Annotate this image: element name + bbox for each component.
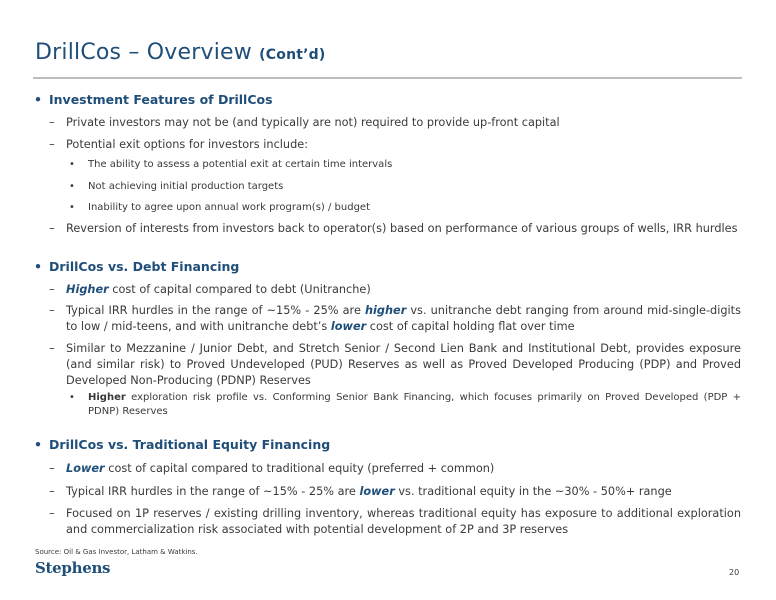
emphasis-text: lower <box>330 320 367 333</box>
emphasis-text: higher <box>365 304 407 317</box>
section-heading-equity-financing <box>34 437 330 452</box>
list-item <box>49 137 741 153</box>
dash-icon: – <box>49 342 55 355</box>
section-heading-debt-financing <box>34 259 239 274</box>
dash-icon: – <box>49 462 55 475</box>
bullet-dot-icon: • <box>69 181 75 192</box>
list-item-text: Reversion of interests from investors back to operator(s) based on performance of various groups of wells, IRR hurdles <box>66 222 738 235</box>
dash-icon: – <box>49 138 55 151</box>
slide-title-text: DrillCos – Overview <box>35 40 252 65</box>
bullet-dot-icon: • <box>69 392 75 403</box>
sub-list-item <box>69 180 741 194</box>
emphasis-text: Lower <box>66 462 105 475</box>
sub-list-item <box>69 391 741 419</box>
list-item <box>49 461 741 477</box>
list-item <box>49 303 741 335</box>
list-item-text <box>66 282 741 298</box>
bullet-dot-icon: • <box>69 202 75 213</box>
page-number: 20 <box>729 568 740 577</box>
list-item-text-part: Typical IRR hurdles in the range of ~15% - 25% are <box>66 304 365 317</box>
sub-list-item-text-rest: exploration risk profile vs. Conforming Senior Bank Financing, which focuses primarily on Proved Developed (PDP + PDNP) Reserves <box>88 392 741 417</box>
list-item <box>49 484 741 500</box>
bullet-dot-icon: • <box>34 437 42 452</box>
list-item-text-rest: cost of capital compared to debt (Unitranche) <box>108 283 371 296</box>
sub-list-item <box>69 158 741 172</box>
section-heading-text: DrillCos vs. Traditional Equity Financing <box>49 437 331 452</box>
list-item-text: Potential exit options for investors include: <box>66 138 309 151</box>
slide-title-suffix: (Cont’d) <box>259 47 326 63</box>
list-item-text: Private investors may not be (and typically are not) required to provide up-front capital <box>66 116 560 129</box>
sub-list-item <box>69 201 741 215</box>
list-item-text <box>66 484 741 500</box>
sub-list-item-text: Inability to agree upon annual work program(s) / budget <box>88 202 370 213</box>
dash-icon: – <box>49 283 55 296</box>
sub-list-item-text: Not achieving initial production targets <box>88 181 284 192</box>
list-item-text <box>66 303 741 335</box>
bullet-dot-icon: • <box>34 92 42 107</box>
emphasis-text: Higher <box>66 283 109 296</box>
bullet-dot-icon: • <box>69 159 75 170</box>
list-item <box>49 282 741 298</box>
sub-list-item-text: The ability to assess a potential exit at certain time intervals <box>88 159 393 170</box>
company-logo: Stephens <box>35 559 111 577</box>
list-item-text-rest: cost of capital compared to traditional equity (preferred + common) <box>104 462 495 475</box>
source-note: Source: Oil & Gas Investor, Latham & Watkins. <box>35 548 198 556</box>
list-item-text-part: cost of capital holding flat over time <box>366 320 575 333</box>
bullet-dot-icon: • <box>34 259 42 274</box>
list-item <box>49 221 741 237</box>
section-heading-investment-features <box>34 92 273 107</box>
list-item <box>49 341 741 389</box>
list-item-text: Similar to Mezzanine / Junior Debt, and Stretch Senior / Second Lien Bank and Institutional Debt, provides exposure (and similar risk) to Proved Undeveloped (PUD) Reserves as well as Proved Developed Producing (PDP) and Proved Developed Non-Producing (PDNP) Reserves <box>66 342 741 387</box>
dash-icon: – <box>49 485 55 498</box>
bold-text: Higher <box>88 392 126 403</box>
dash-icon: – <box>49 304 55 317</box>
list-item-text-part: Typical IRR hurdles in the range of ~15% - 25% are <box>66 485 360 498</box>
dash-icon: – <box>49 507 55 520</box>
list-item-text: Focused on 1P reserves / existing drilling inventory, whereas traditional equity has exposure to additional exploration and commercialization risk associated with potential development of 2P and 3P reserves <box>66 507 741 536</box>
list-item <box>49 506 741 538</box>
section-heading-text: DrillCos vs. Debt Financing <box>49 259 240 274</box>
slide-title <box>35 40 325 65</box>
list-item-text <box>66 461 741 477</box>
section-heading-text: Investment Features of DrillCos <box>49 92 273 107</box>
sub-list-item-text <box>88 391 741 419</box>
emphasis-text: lower <box>359 485 395 498</box>
title-divider <box>33 77 742 79</box>
dash-icon: – <box>49 116 55 129</box>
dash-icon: – <box>49 222 55 235</box>
list-item-text-part: vs. unitranche debt ranging from around mid-single-digits to low / mid-teens, and with unitranche debt’s <box>66 304 741 333</box>
list-item-text-part: vs. traditional equity in the ~30% - 50%+ range <box>394 485 672 498</box>
list-item <box>49 115 741 131</box>
